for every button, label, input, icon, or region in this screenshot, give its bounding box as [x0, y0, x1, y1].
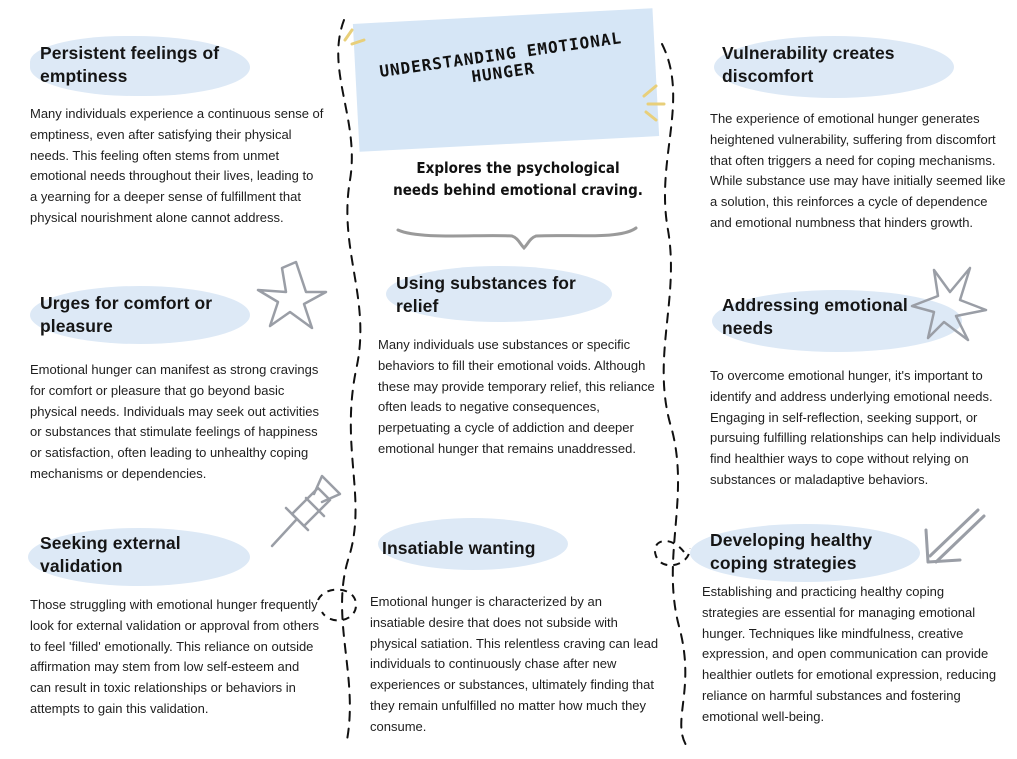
- left-dashed-divider: [338, 20, 360, 745]
- section-body: Those struggling with emotional hunger frequently look for external validation or approval from others to feel 'filled' emotionally. This reliance on outside affirmation may stem from low self-esteem and can result in toxic relationships or behaviors in attempts to gain this validation.: [30, 597, 320, 716]
- section-heading: Vulnerability creates discomfort: [722, 43, 895, 86]
- star-doodle: [258, 262, 326, 328]
- page-subtitle: Explores the psychological needs behind emotional craving.: [393, 159, 643, 199]
- right-loop: [655, 541, 690, 565]
- section-body: Emotional hunger is characterized by an insatiable desire that does not subside with physical satiation. This relentless craving can lead individuals to continuously chase after new experiences or substances, ultimately finding that they remain unfulfilled no matter how much they consume.: [370, 594, 659, 734]
- section-body: Establishing and practicing healthy coping strategies are essential for managing emotional hunger. Techniques like mindfulness, creative expression, and open communication can provide healthier outlets for emotional expression, reducing reliance on harmful substances and fostering emotional well-being.: [702, 584, 997, 724]
- section-heading: Addressing emotional needs: [722, 295, 908, 338]
- left-loop: [318, 590, 356, 621]
- section-heading: Persistent feelings of emptiness: [40, 43, 220, 86]
- arrow-doodle: [926, 510, 984, 562]
- section-body: Many individuals experience a continuous sense of emptiness, even after satisfying their physical needs. This feeling often stems from unmet emotional needs throughout their lives, leading to a yearning for a deeper sense of fulfillment that physical nourishment alone cannot address.: [30, 106, 324, 225]
- right-dashed-divider: [662, 44, 686, 745]
- page-title: UNDERSTANDING EMOTIONAL HUNGER: [378, 28, 624, 87]
- section-heading: Urges for comfort or pleasure: [40, 293, 213, 336]
- section-body: Many individuals use substances or specific behaviors to fill their emotional voids. Although these may provide temporary relief, this reliance often leads to negative consequences, perpetuating a cycle of addiction and deeper emotional hunger that remains unaddressed.: [378, 337, 655, 456]
- brace: [398, 228, 636, 248]
- section-heading: Insatiable wanting: [382, 538, 536, 558]
- pushpin-doodle: [272, 476, 340, 546]
- section-body: Emotional hunger can manifest as strong cravings for comfort or pleasure that go beyond basic physical needs. Individuals may seek out activities or substances that stimulate feelings of happiness or satisfaction, often leading to unhealthy coping mechanisms or dependencies.: [30, 362, 320, 481]
- section-body: The experience of emotional hunger generates heightened vulnerability, suffering from discomfort that often triggers a need for coping mechanisms. While substance use may have initially seemed like a solution, this reinforces a cycle of dependence and emotional numbness that hinders growth.: [710, 111, 1006, 230]
- section-heading: Using substances for relief: [396, 273, 576, 316]
- section-heading: Developing healthy coping strategies: [710, 530, 873, 573]
- section-heading: Seeking external validation: [40, 533, 181, 576]
- section-body: To overcome emotional hunger, it's important to identify and address underlying emotional needs. Engaging in self-reflection, seeking support, or pursuing fulfilling relationships can help individuals find healthier ways to cope without relying on substances or maladaptive behaviors.: [710, 368, 1001, 487]
